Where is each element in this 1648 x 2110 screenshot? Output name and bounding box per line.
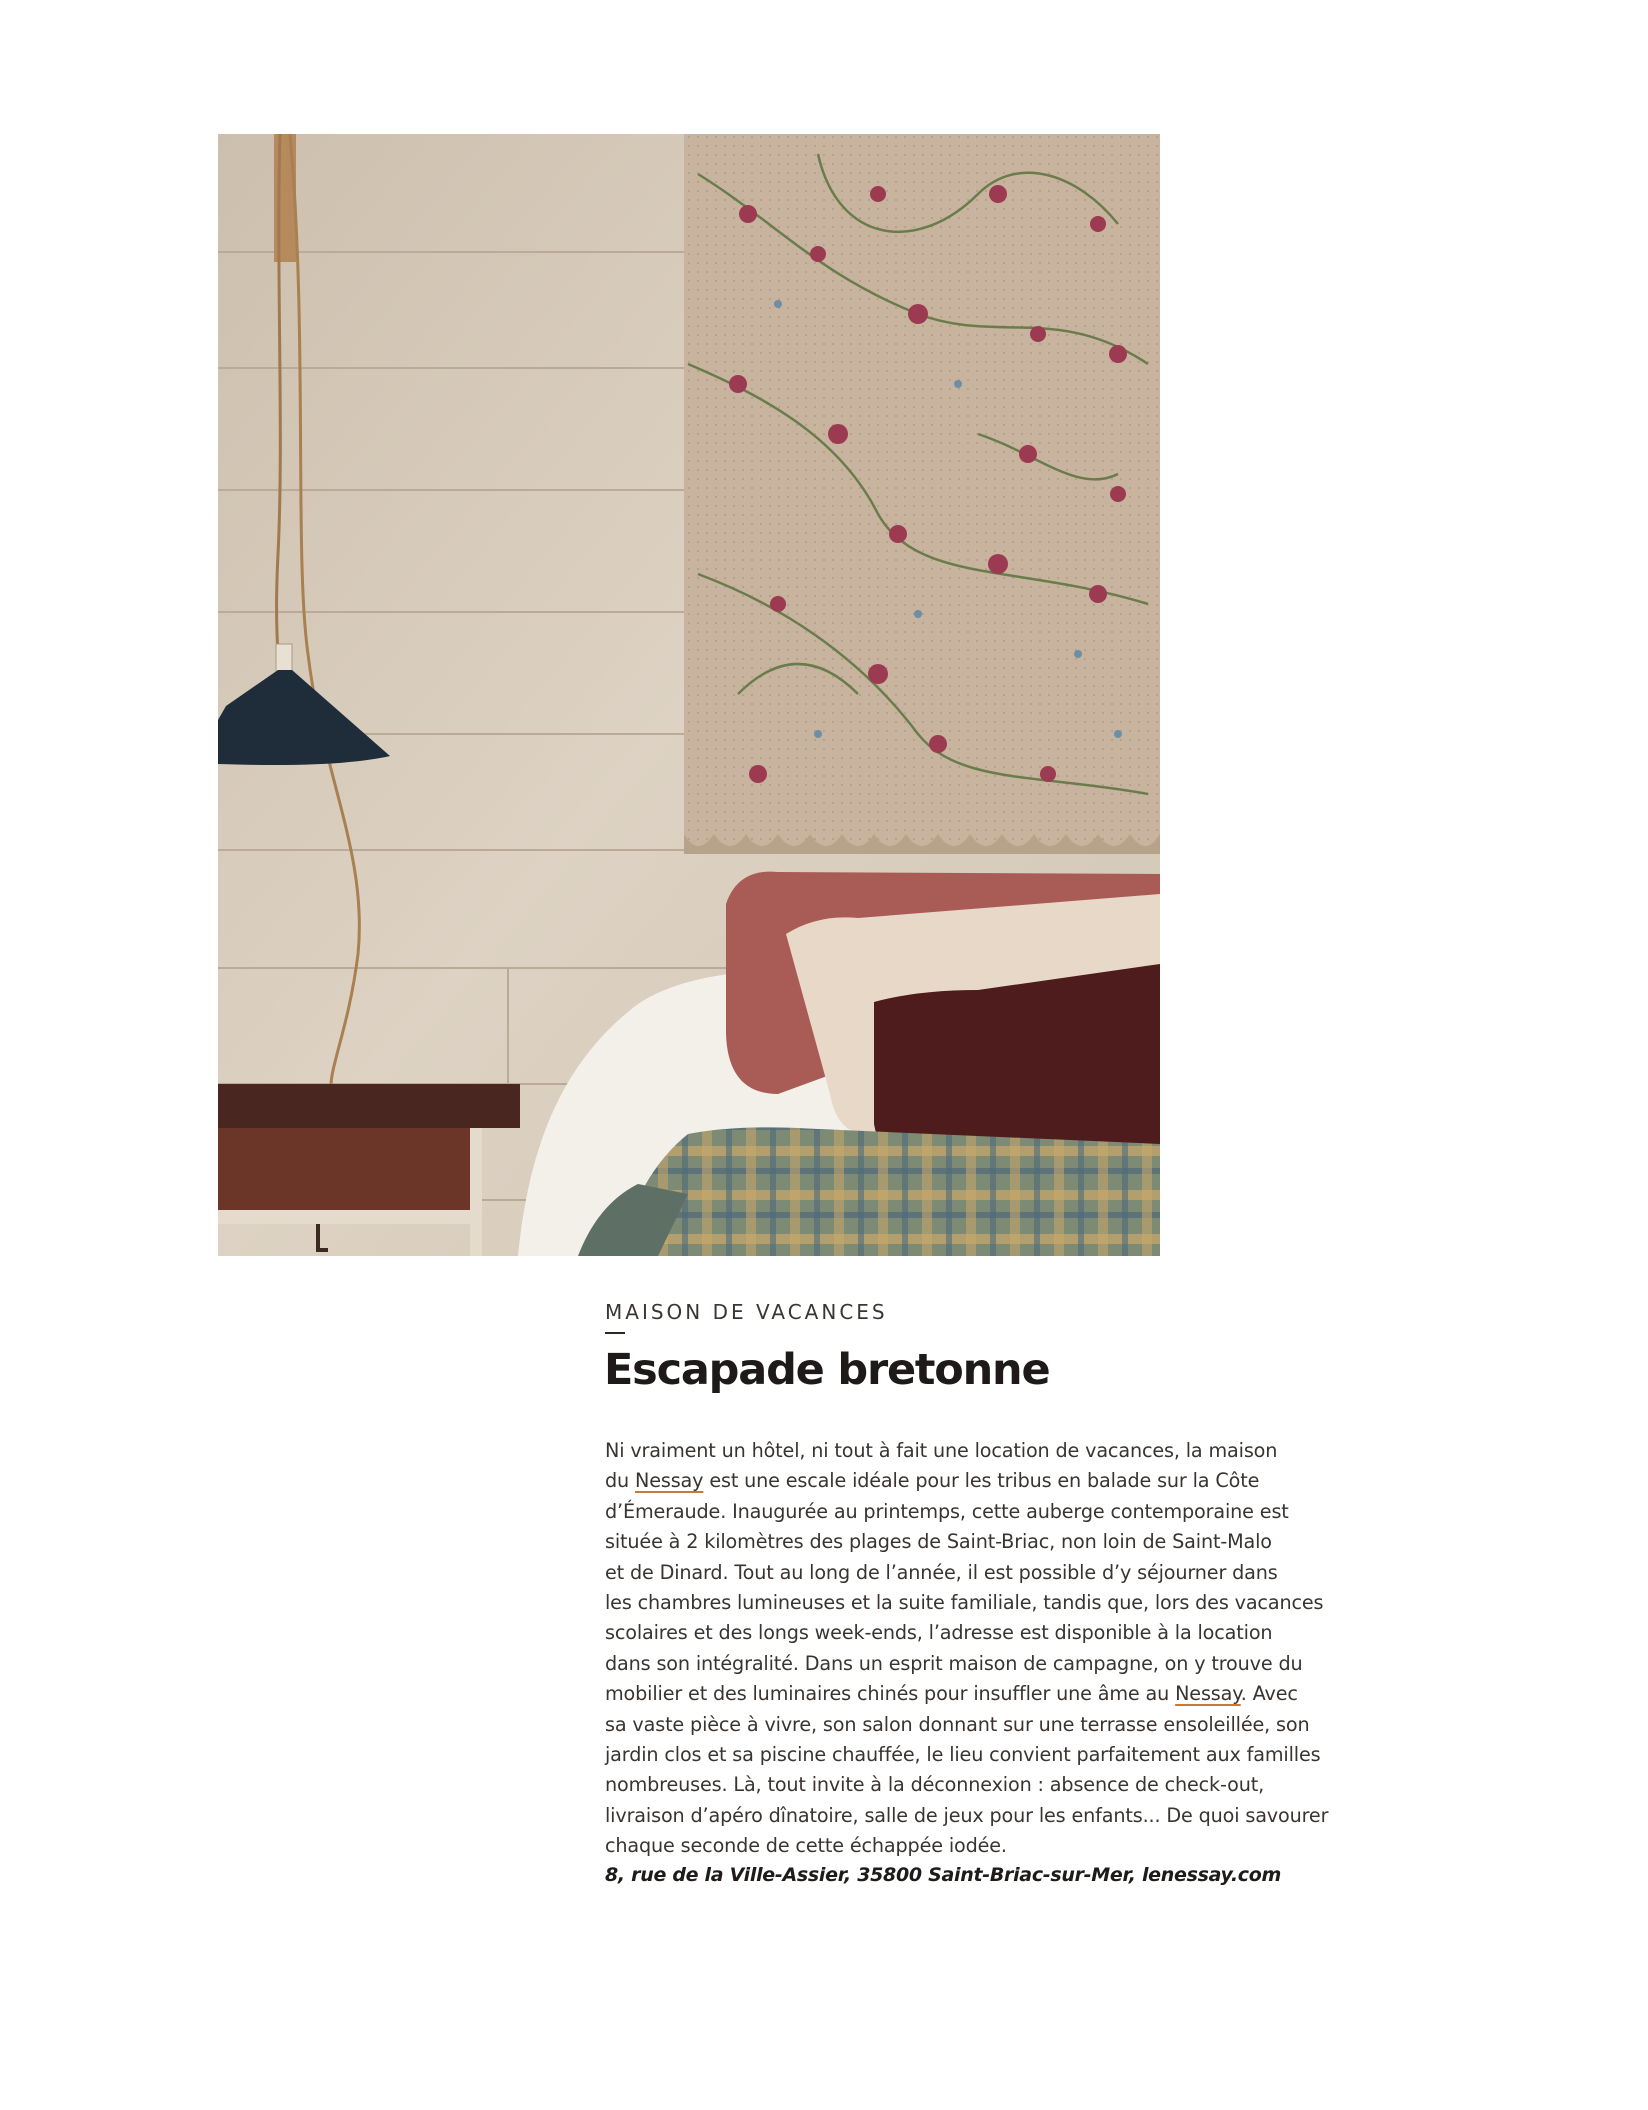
kicker-dash	[605, 1332, 625, 1334]
nessay-link[interactable]: Nessay	[635, 1469, 704, 1493]
venue-address: 8, rue de la Ville-Assier, 35800 Saint-Briac-sur-Mer, lenessay.com	[605, 1863, 1282, 1886]
body-text-fragment: du	[605, 1469, 635, 1493]
body-line: les chambres lumineuses et la suite familiale, tandis que, lors des vacances	[605, 1591, 1324, 1615]
body-line: d’Émeraude. Inaugurée au printemps, cette auberge contemporaine est	[605, 1499, 1289, 1523]
body-line: et de Dinard. Tout au long de l’année, il est possible d’y séjourner dans	[605, 1560, 1278, 1584]
body-line: sa vaste pièce à vivre, son salon donnant sur une terrasse ensoleillée, son	[605, 1712, 1310, 1736]
body-line	[605, 1679, 1365, 1709]
article	[605, 1300, 1365, 1886]
body-line	[605, 1466, 1365, 1496]
section-kicker: MAISON DE VACANCES	[605, 1300, 888, 1324]
plaid-blanket	[618, 1127, 1160, 1256]
article-body	[605, 1436, 1365, 1862]
body-line: livraison d’apéro dînatoire, salle de jeux pour les enfants... De quoi savourer	[605, 1803, 1329, 1827]
wall-quilt	[684, 134, 1160, 854]
article-title: Escapade bretonne	[604, 1345, 1050, 1395]
body-line: scolaires et des longs week-ends, l’adresse est disponible à la location	[605, 1621, 1273, 1645]
nessay-link[interactable]: Nessay	[1175, 1682, 1241, 1706]
body-line: nombreuses. Là, tout invite à la déconnexion : absence de check-out,	[605, 1773, 1265, 1797]
body-text-fragment: est une escale idéale pour les tribus en balade sur la Côte	[703, 1469, 1260, 1493]
body-line: jardin clos et sa piscine chauffée, le lieu convient parfaitement aux familles	[605, 1743, 1321, 1767]
body-line: dans son intégralité. Dans un esprit maison de campagne, on y trouve du	[605, 1651, 1303, 1675]
body-text-fragment: . Avec	[1240, 1682, 1298, 1706]
nightstand-top	[218, 1084, 520, 1128]
body-line: chaque seconde de cette échappée iodée.	[605, 1834, 1007, 1858]
lamp-socket	[276, 644, 292, 674]
body-line: Ni vraiment un hôtel, ni tout à fait une location de vacances, la maison	[605, 1439, 1278, 1462]
body-text-fragment: mobilier et des luminaires chinés pour insuffler une âme au	[605, 1682, 1176, 1706]
bedroom-photo	[218, 134, 1160, 1256]
body-line: située à 2 kilomètres des plages de Saint-Briac, non loin de Saint-Malo	[605, 1530, 1272, 1554]
bedroom-illustration	[218, 134, 1160, 1256]
